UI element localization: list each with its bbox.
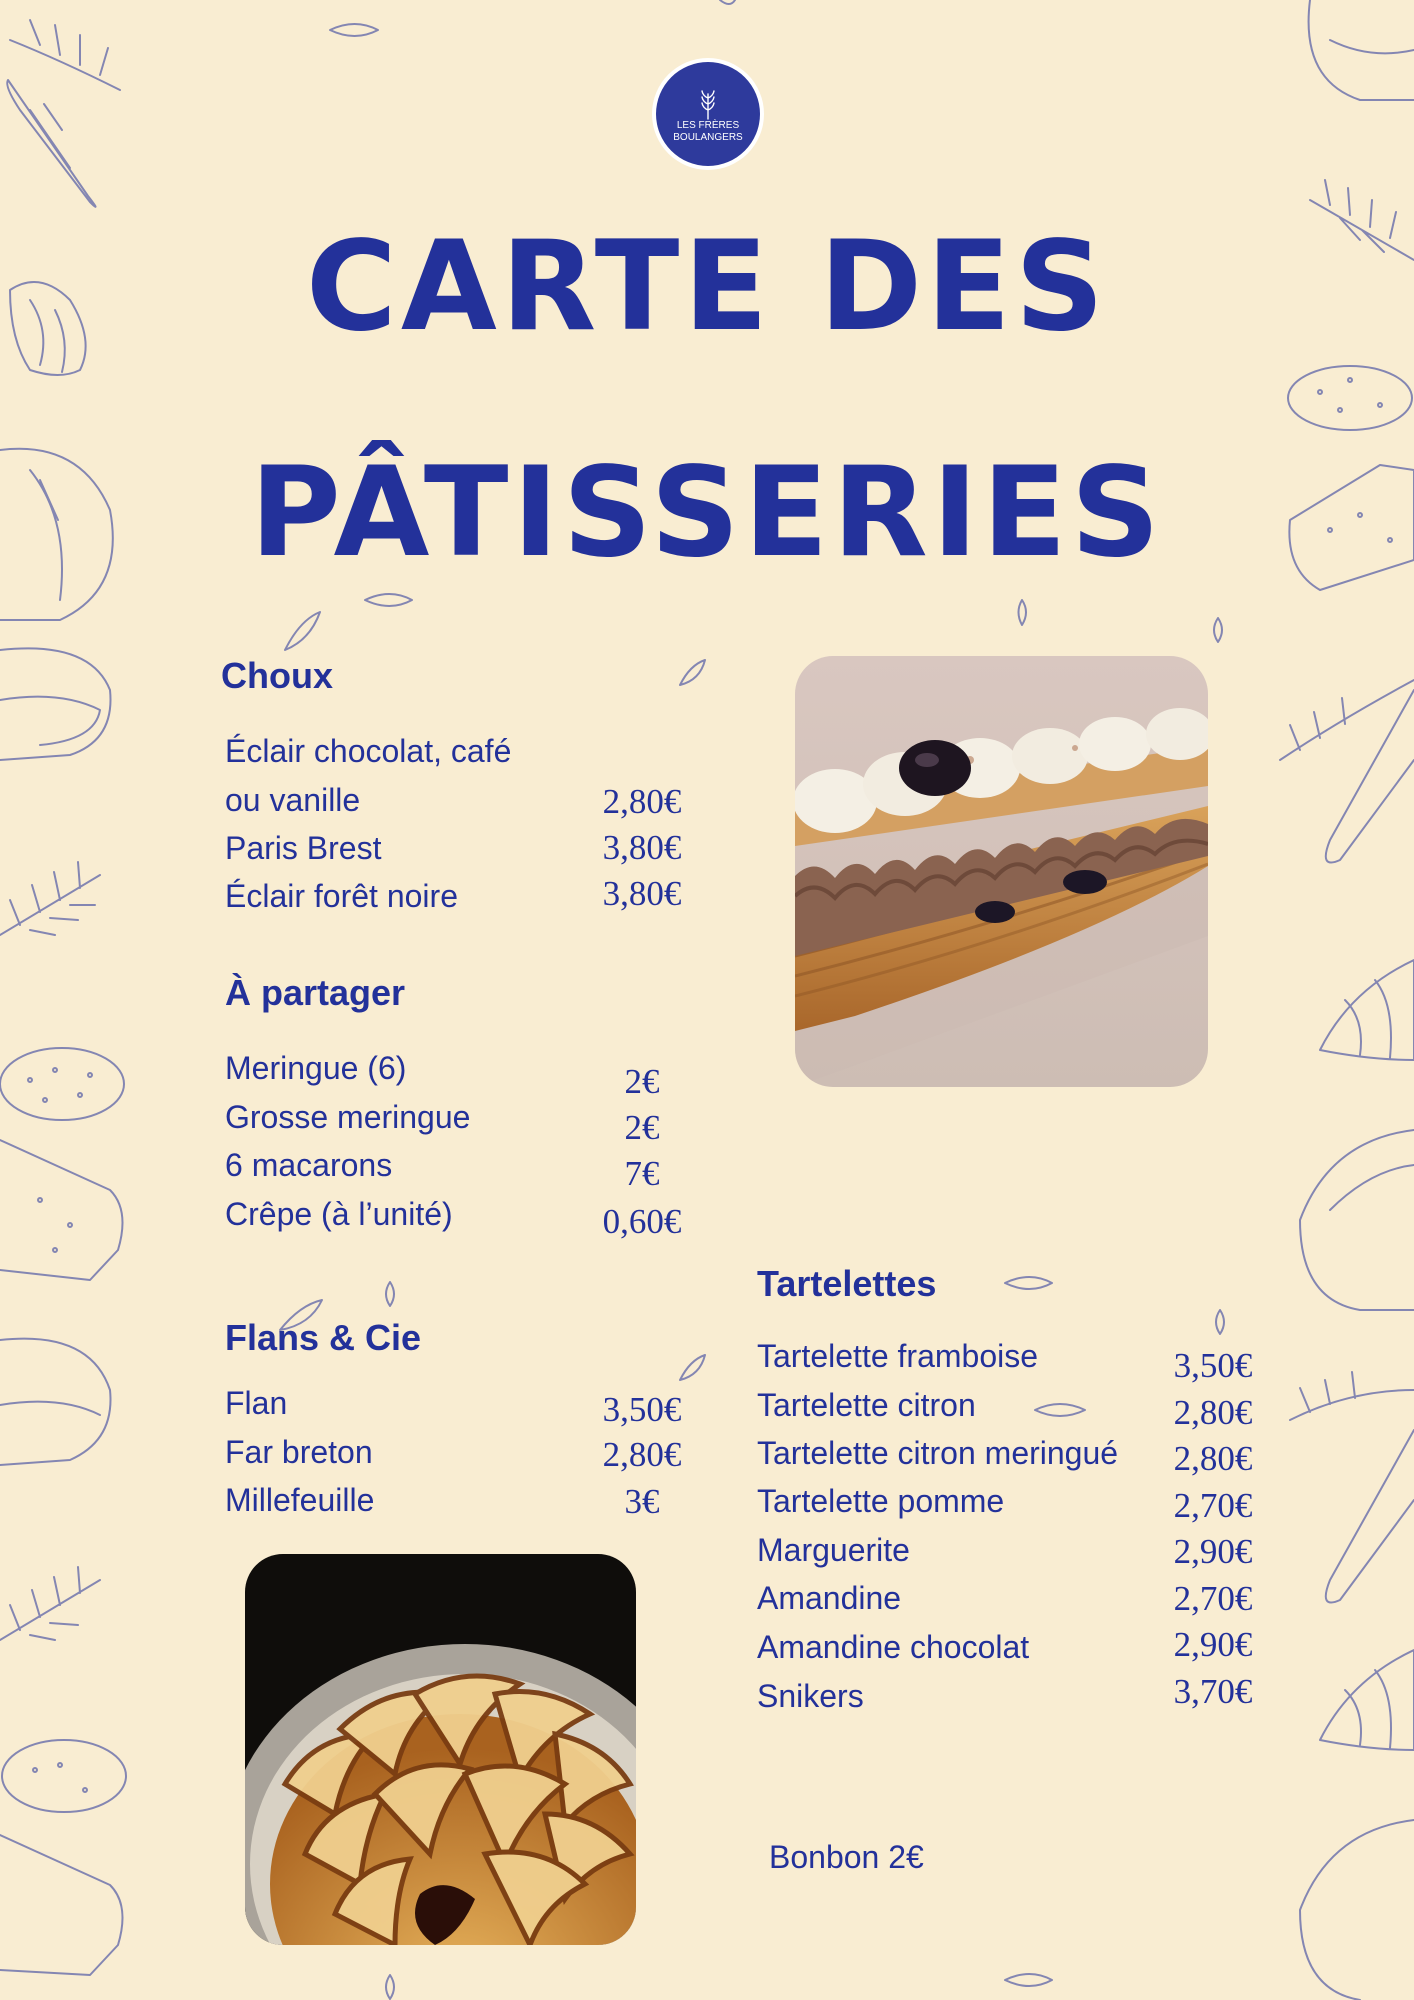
menu-item-name: Paris Brest [225, 830, 382, 866]
menu-item-price: 3,50€ [1173, 1346, 1253, 1385]
menu-item-name: Far breton [225, 1434, 373, 1470]
menu-item-price: 3€ [624, 1482, 660, 1521]
section-title-flans: Flans & Cie [225, 1317, 422, 1358]
eclair-illustration [795, 656, 1208, 1087]
menu-item-name: Flan [225, 1385, 288, 1421]
menu-item-name: Meringue (6) [225, 1050, 407, 1086]
menu-item-name: Éclair forêt noire [225, 878, 458, 914]
brand-name-line2: BOULANGERS [673, 132, 743, 143]
menu-item-name: Marguerite [757, 1532, 910, 1568]
menu-item-name: Millefeuille [225, 1482, 375, 1518]
menu-item-name: ou vanille [225, 782, 361, 818]
menu-item-name: Tartelette citron meringué [757, 1435, 1119, 1471]
apple-tart-photo [245, 1554, 636, 1945]
brand-name [673, 120, 742, 144]
menu-item-price: 2,80€ [1173, 1439, 1253, 1478]
menu-item-price: 3,80€ [602, 828, 682, 867]
menu-item-name: Tartelette pomme [757, 1483, 1005, 1519]
section-title-a-partager: À partager [225, 972, 406, 1013]
section-title-tartelettes: Tartelettes [757, 1263, 937, 1304]
menu-item-name: 6 macarons [225, 1147, 393, 1183]
menu-item-name: Grosse meringue [225, 1099, 471, 1135]
menu-item-price: 2,80€ [602, 782, 682, 821]
menu-item-name: Tartelette framboise [757, 1338, 1039, 1374]
menu-item-price: 3,70€ [1173, 1672, 1253, 1711]
brand-logo [652, 58, 764, 170]
brand-name-line1: LES FRÈRES [676, 120, 740, 131]
menu-item-name: Amandine chocolat [757, 1629, 1030, 1665]
menu-item-price: 2,90€ [1173, 1532, 1253, 1571]
menu-item-name: Snikers [757, 1678, 864, 1714]
eclair-photo [795, 656, 1208, 1087]
brand-logo-badge [656, 62, 760, 166]
menu-item-price: 0,60€ [602, 1202, 682, 1241]
menu-item-name: Éclair chocolat, café [225, 733, 512, 769]
menu-title-line2: PÂTISSERIES [250, 441, 1164, 585]
menu-item-price: 2,70€ [1173, 1579, 1253, 1618]
menu-item-price: 2€ [624, 1108, 660, 1147]
menu-item-price: 7€ [624, 1154, 660, 1193]
menu-title-line1: CARTE DES [305, 215, 1109, 359]
menu-item-name: Tartelette citron [757, 1387, 976, 1423]
wheat-icon [695, 88, 721, 120]
menu-item-price: 2,90€ [1173, 1625, 1253, 1664]
menu-item-price: 3,80€ [602, 874, 682, 913]
menu-item-price: 2,80€ [602, 1435, 682, 1474]
menu-item-price: 2,70€ [1173, 1486, 1253, 1525]
section-title-choux: Choux [221, 655, 333, 696]
bonbon-price-note: Bonbon 2€ [769, 1839, 924, 1875]
menu-item-name: Amandine [757, 1580, 902, 1616]
apple-tart-illustration [245, 1554, 636, 1945]
menu-item-name: Crêpe (à l’unité) [225, 1196, 453, 1232]
menu-item-price: 2€ [624, 1062, 660, 1101]
menu-item-price: 3,50€ [602, 1390, 682, 1429]
menu-item-price: 2,80€ [1173, 1393, 1253, 1432]
